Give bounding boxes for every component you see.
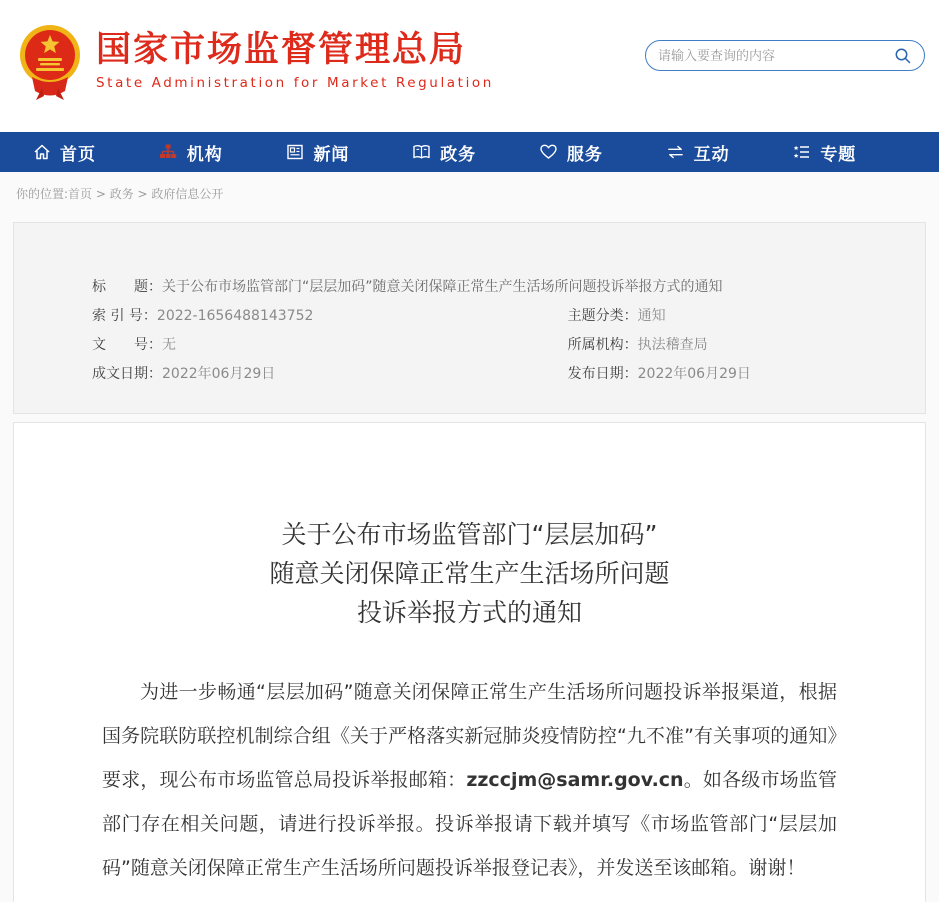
document-meta-card	[13, 222, 926, 414]
newspaper-icon	[285, 143, 304, 162]
search-box[interactable]	[645, 40, 925, 71]
meta-title-label: 标 题：	[92, 279, 162, 295]
article-title-line2: 随意关闭保障正常生产生活场所问题	[269, 559, 670, 588]
nav-label: 首页	[60, 144, 96, 165]
nav-item-home[interactable]	[26, 132, 153, 172]
nav-item-news[interactable]	[279, 132, 406, 172]
meta-written-date-cell	[92, 360, 568, 389]
meta-row-title	[92, 273, 847, 302]
nav-label: 专题	[820, 144, 857, 165]
meta-publish-date-label: 发布日期：	[567, 366, 638, 382]
site-subtitle: State Administration for Market Regulation	[96, 75, 494, 91]
main-nav	[0, 132, 939, 172]
nav-label: 新闻	[313, 144, 350, 165]
brand-text	[96, 22, 494, 91]
meta-row-docno	[92, 331, 847, 360]
nav-label: 机构	[186, 144, 223, 165]
meta-category-label: 主题分类：	[567, 308, 638, 324]
meta-category-value: 通知	[637, 308, 666, 324]
meta-agency-value: 执法稽查局	[637, 337, 708, 353]
nav-label: 服务	[566, 144, 603, 165]
site-header	[0, 0, 939, 132]
nav-label: 互动	[693, 144, 730, 165]
meta-category-cell	[568, 302, 847, 331]
meta-publish-date-cell	[568, 360, 847, 389]
home-icon	[32, 143, 51, 162]
nav-item-orgs[interactable]	[153, 132, 280, 172]
site-brand	[18, 22, 494, 104]
search-icon	[894, 47, 912, 65]
heart-icon	[539, 143, 558, 162]
meta-agency-cell	[568, 331, 847, 360]
search-input[interactable]	[658, 48, 894, 63]
breadcrumb[interactable]: 你的位置:首页 > 政务 > 政府信息公开	[16, 187, 224, 201]
nav-item-interaction[interactable]	[660, 132, 787, 172]
meta-written-date-value: 2022年06月29日	[162, 366, 276, 382]
meta-row-index	[92, 302, 847, 331]
article-card	[13, 422, 926, 902]
meta-index-value: 2022-1656488143752	[156, 308, 314, 324]
nav-item-topics[interactable]	[786, 132, 913, 172]
article-text-before-email: 为进一步畅通“层层加码”随意关闭保障正常生产生活场所问题投诉举报渠道，根据国务院联防联控机制综合组《关于严格落实新冠肺炎疫情防控“九不准”有关事项的通知》要求，现公布市场监管总局投诉举报邮箱：	[102, 681, 837, 791]
article-title-line1: 关于公布市场监管部门“层层加码”	[281, 520, 658, 549]
complaint-email: zzccjm@samr.gov.cn	[466, 769, 684, 791]
org-chart-icon	[159, 143, 178, 162]
meta-docno-value: 无	[162, 337, 176, 353]
meta-title-cell	[92, 273, 723, 302]
book-icon	[412, 143, 431, 162]
meta-publish-date-value: 2022年06月29日	[637, 366, 751, 382]
meta-written-date-label: 成文日期：	[92, 366, 162, 382]
meta-docno-label: 文 号：	[92, 337, 162, 353]
meta-index-cell	[92, 302, 568, 331]
star-list-icon	[792, 143, 811, 162]
meta-docno-cell	[92, 331, 568, 360]
nav-item-gov-affairs[interactable]	[406, 132, 533, 172]
nav-label: 政务	[440, 144, 477, 165]
swap-arrows-icon	[666, 143, 685, 162]
national-emblem-logo	[18, 22, 82, 104]
meta-index-label: 索 引 号：	[92, 308, 157, 324]
meta-title-value: 关于公布市场监管部门“层层加码”随意关闭保障正常生产生活场所问题投诉举报方式的通知	[162, 279, 723, 295]
site-title: 国家市场监督管理总局	[96, 30, 467, 70]
article-paragraph	[102, 670, 837, 890]
nav-item-services[interactable]	[533, 132, 660, 172]
search-button[interactable]	[894, 47, 912, 65]
article-text-after-email: 。如各级市场监管部门存在相关问题，请进行投诉举报。投诉举报请下载并填写《市场监管部门“层层加码”随意关闭保障正常生产生活场所问题投诉举报登记表》，并发送至该邮箱。谢谢！	[102, 769, 837, 879]
meta-row-dates	[92, 360, 847, 389]
article-title	[102, 515, 837, 632]
article-title-line3: 投诉举报方式的通知	[356, 598, 582, 627]
meta-agency-label: 所属机构：	[567, 337, 638, 353]
